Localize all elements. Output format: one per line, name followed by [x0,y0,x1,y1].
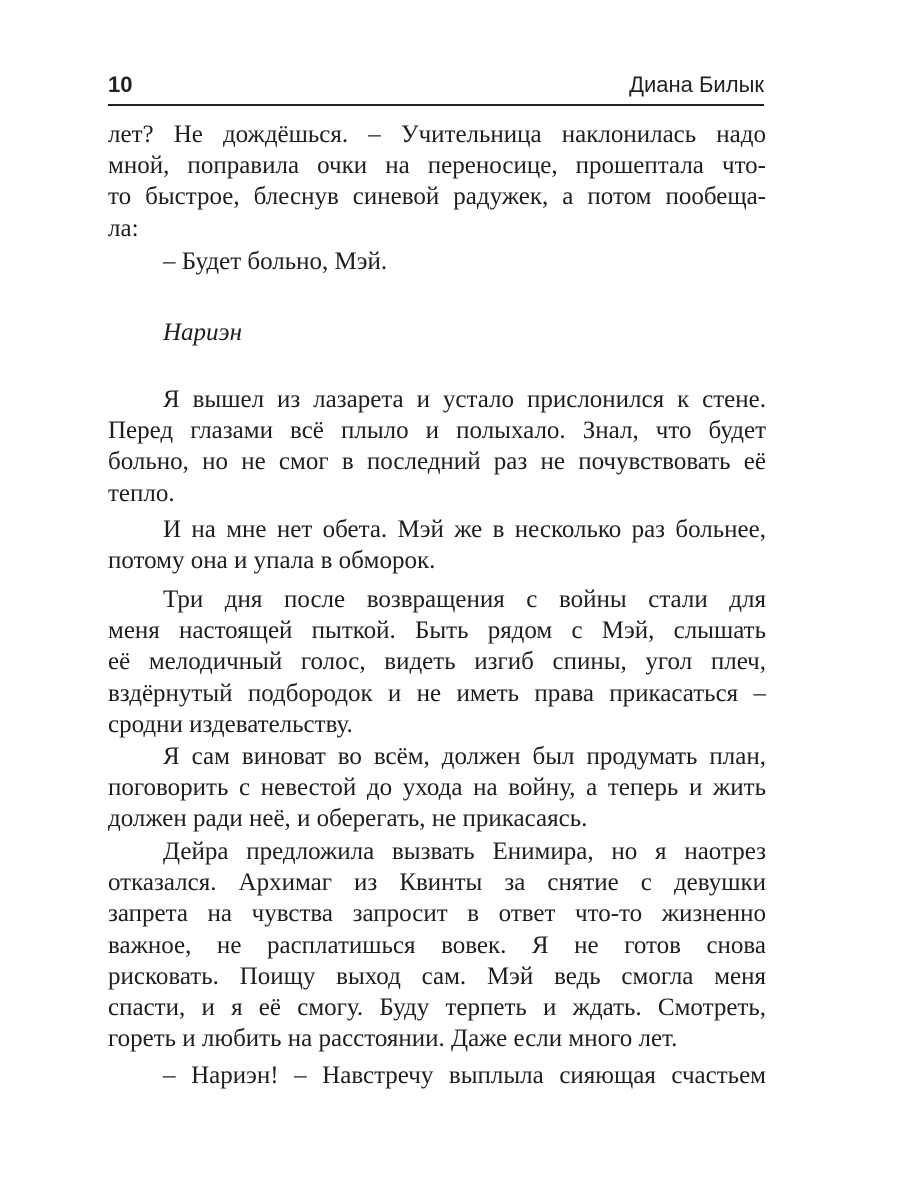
text-line: И на мне нет обета. Мэй же в несколько раз больнее, [163,516,766,543]
text-line: – Будет больно, Мэй. [163,248,388,275]
text-line: Я вышел из лазарета и устало прислонился к стене. [163,386,766,413]
text-line: должен ради неё, и оберегать, не прикасаясь. [108,805,588,833]
paragraph [108,119,766,244]
page-number: 10 [108,72,133,97]
text-line: сродни издевательству. [108,710,353,738]
paragraph [108,836,766,1054]
text-line: ла: [108,214,139,242]
paragraph [108,584,766,740]
text-line: Перед глазами всё плыло и полыхало. Знал, что будет [108,417,766,445]
paragraph [108,741,766,835]
text-line: Нариэн [163,319,242,346]
text-line: гореть и любить на расстоянии. Даже если много лет. [108,1025,678,1053]
text-line: поговорить с невестой до ухода на войну, а теперь и жить [108,774,766,802]
text-line: то быстрое, блеснув синевой радужек, а потом пообеща- [108,183,766,211]
text-line: меня настоящей пыткой. Быть рядом с Мэй, слышать [108,617,766,645]
text-line: рисковать. Поищу выход сам. Мэй ведь смогла меня [108,962,766,990]
text-line: Дейра предложила вызвать Енимира, но я наотрез [163,838,766,865]
paragraph [108,384,766,509]
text-line: – Нариэн! – Навстречу выплыла сияющая счастьем [163,1062,766,1089]
header-rule [108,104,764,106]
text-line: потому она и упала в обморок. [108,547,436,575]
paragraph [108,1060,766,1091]
text-line: Я сам виноват во всём, должен был продумать план, [163,743,766,770]
text-line: запрета на чувства запросит в ответ что-то жизненно [108,900,766,928]
text-line: отказался. Архимаг из Квинты за снятие с девушки [108,869,766,897]
paragraph [108,514,766,576]
running-header-author: Диана Билык [629,72,764,97]
text-line: её мелодичный голос, видеть изгиб спины, угол плеч, [108,648,766,676]
text-line: важное, не расплатишься вовек. Я не готов снова [108,931,766,959]
section-heading [108,317,766,348]
text-line: спасти, и я её смогу. Буду терпеть и ждать. Смотреть, [108,994,766,1022]
text-line: лет? Не дождёшься. – Учительница наклонилась надо [108,121,766,148]
text-line: вздёрнутый подбородок и не иметь права прикасаться – [108,679,766,707]
text-line: Три дня после возвращения с войны стали для [163,586,766,613]
text-line: мной, поправила очки на переносице, прошептала что- [108,152,766,180]
paragraph [108,246,766,277]
text-line: тепло. [108,479,175,507]
text-line: больно, но не смог в последний раз не почувствовать её [108,448,766,476]
